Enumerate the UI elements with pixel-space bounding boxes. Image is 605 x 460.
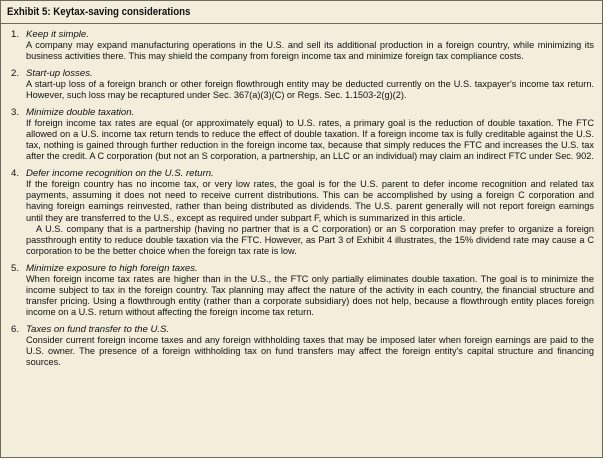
item-text: A start-up loss of a foreign branch or other foreign flowthrough entity may be deducted currently on the U.S. taxpayer's income tax return. However, such loss may be recaptured under Sec. 367(a)(3)(C) or Regs. Sec. 1.1503-2(g)(2). — [26, 79, 594, 101]
item-text: Consider current foreign income taxes and any foreign withholding taxes that may be imposed later when foreign earnings are paid to the U.S. owner. The presence of a foreign withholding tax on fund transfers may affect the foreign entity's capital structure and financing sources. — [26, 334, 594, 367]
list-item — [9, 263, 594, 318]
item-text: If the foreign country has no income tax, or very low rates, the goal is for the U.S. parent to defer income recognition and related tax payments, assuming it does not need to receive current distributions. This can be accomplished by using a foreign C corporation and having foreign earnings reinvested, rather than being distributed as dividends. The U.S. parent generally will not report foreign earnings until they are transferred to the U.S., except as required under subpart F, which is summarized in this article. — [26, 179, 594, 223]
list-item — [9, 29, 594, 62]
item-text: If foreign income tax rates are equal (or approximately equal) to U.S. rates, a primary goal is the reduction of double taxation. The FTC allowed on a U.S. income tax return tends to reduce the effect of double taxation. If a foreign income tax is fully creditable against the U.S. tax, nothing is gained through further reduction in the foreign income tax, because that simply reduces the FTC and increases the U.S. tax after the credit. A C corporation (but not an S corporation, a partnership, an LLC or an individual) may claim an indirect FTC under Sec. 902. — [26, 118, 594, 162]
list-item — [9, 68, 594, 101]
item-number: 2. — [11, 68, 20, 80]
title-bar — [1, 1, 602, 24]
list-item — [9, 168, 594, 256]
item-text: A U.S. company that is a partnership (having no partner that is a C corporation) or an S corporation may prefer to organize a foreign passthrough entity to reduce double taxation via the FTC. However, as Part 3 of Exhibit 4 illustrates, the 15% dividend rate may cause a C corporation to be the better choice when the foreign tax rate is low. — [26, 223, 594, 256]
item-heading: Minimize double taxation. — [26, 107, 135, 119]
item-heading: Defer income recognition on the U.S. return. — [26, 168, 214, 180]
item-number: 6. — [11, 323, 20, 335]
item-heading: Keep it simple. — [26, 29, 89, 40]
item-number: 5. — [11, 262, 20, 274]
item-heading: Start-up losses. — [26, 68, 93, 80]
item-number: 4. — [11, 168, 20, 180]
item-number: 3. — [11, 107, 20, 119]
exhibit-title: Exhibit 5: Keytax-saving considerations — [7, 6, 191, 18]
list-item — [9, 324, 594, 368]
considerations-list — [1, 24, 602, 368]
item-heading: Taxes on fund transfer to the U.S. — [26, 323, 170, 335]
item-text: A company may expand manufacturing operations in the U.S. and sell its additional production in a foreign country, while minimizing its business activities there. This may shield the company from foreign income tax and minimize foreign tax compliance costs. — [26, 40, 594, 62]
item-heading: Minimize exposure to high foreign taxes. — [26, 262, 198, 274]
list-item — [9, 107, 594, 162]
item-text: When foreign income tax rates are higher than in the U.S., the FTC only partially eliminates double taxation. The goal is to minimize the income subject to tax in the foreign country. Tax planning may affect the nature of the activity in each country, the financial structure and transfer pricing. Using a flowthrough entity (rather than a corporate subsidiary) does not help, because a flowthrough entity places foreign income on a U.S. return without affecting the foreign income tax return. — [26, 273, 594, 317]
item-number: 1. — [11, 29, 20, 40]
